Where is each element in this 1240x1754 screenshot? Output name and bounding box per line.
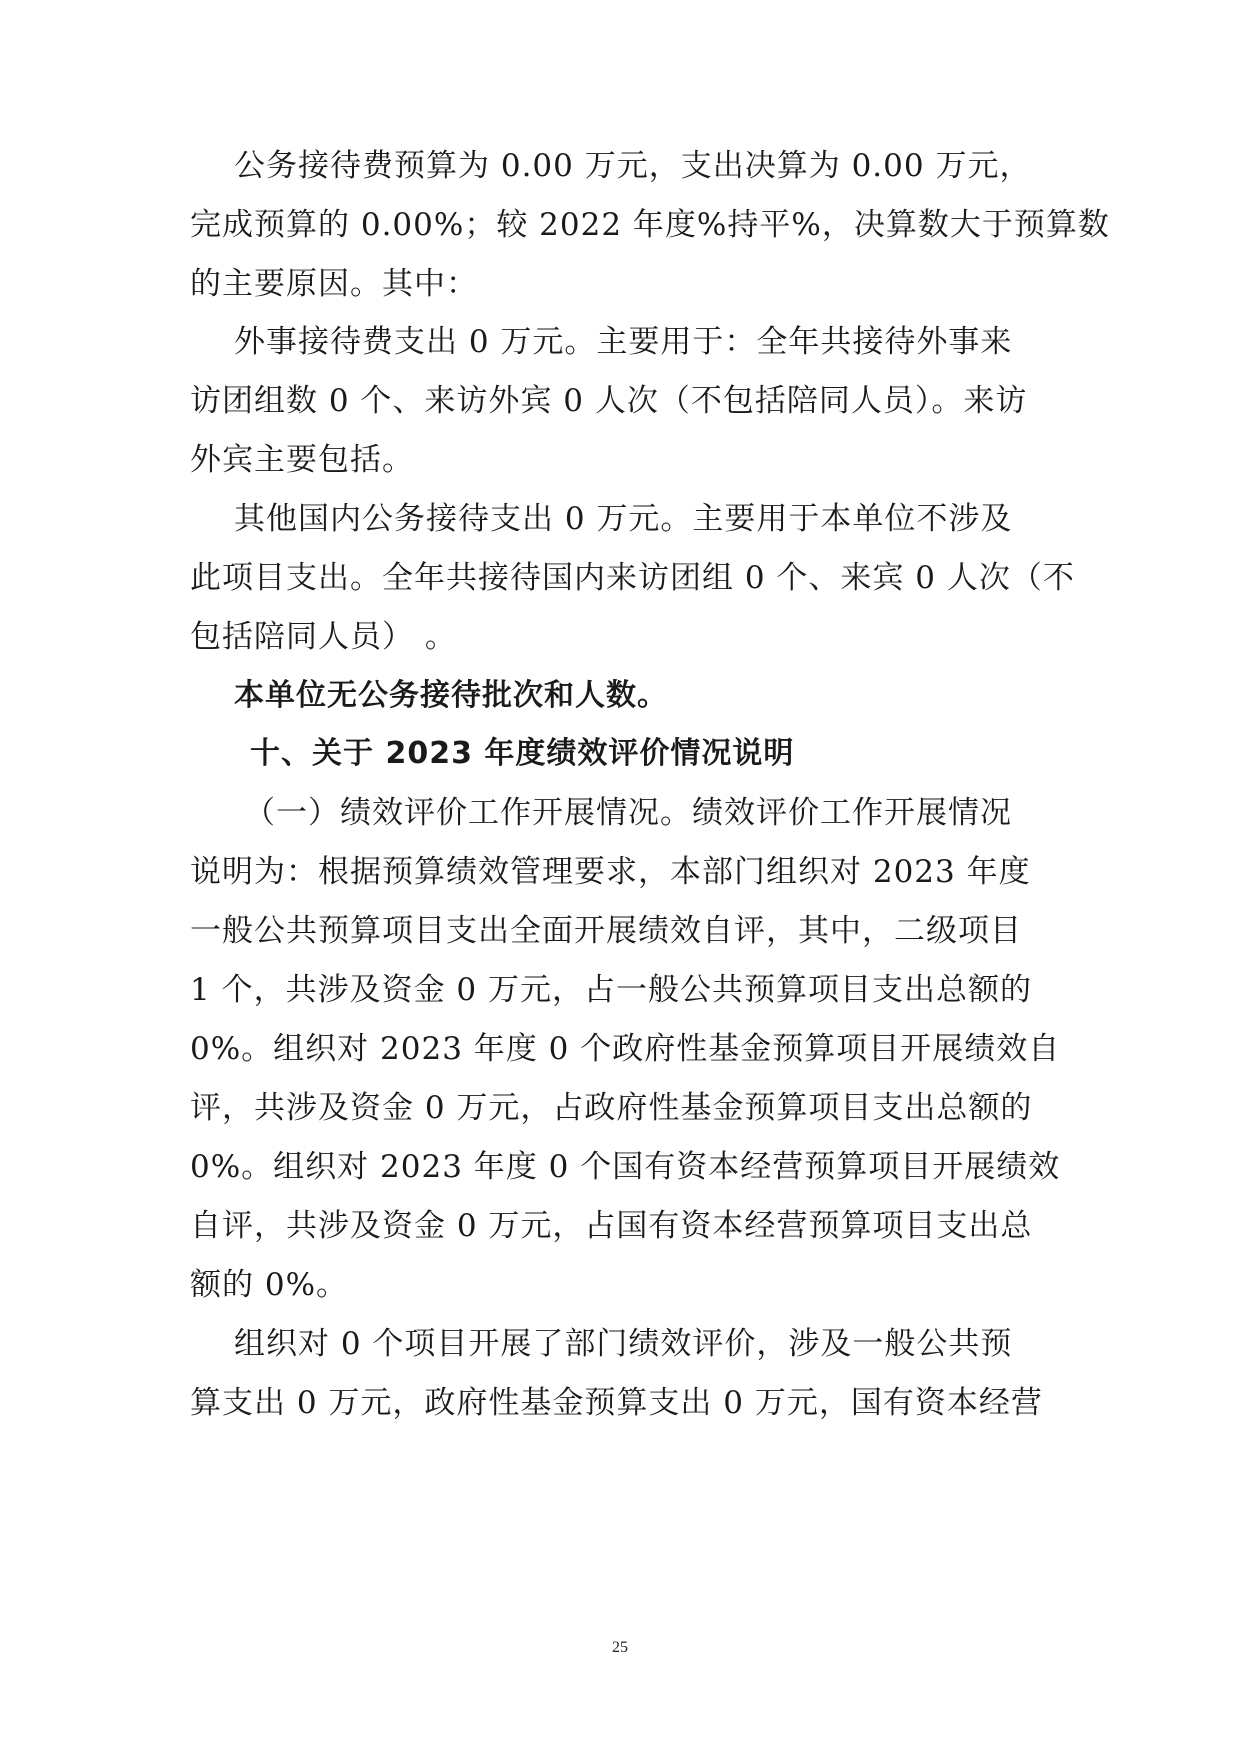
paragraph-evaluation-line-5: 0%。组织对 2023 年度 0 个政府性基金预算项目开展绩效自 (190, 1031, 1061, 1067)
paragraph-evaluation-line-4: 1 个，共涉及资金 0 万元，占一般公共预算项目支出总额的 (190, 972, 1033, 1008)
bold-statement: 本单位无公务接待批次和人数。 (234, 678, 668, 713)
paragraph-domestic-reception-line-2: 此项目支出。全年共接待国内来访团组 0 个、来宾 0 人次（不 (190, 560, 1075, 596)
paragraph-reception-budget-line-2: 完成预算的 0.00%；较 2022 年度%持平%，决算数大于预算数 (190, 207, 1110, 243)
paragraph-foreign-reception-line-3: 外宾主要包括。 (190, 442, 414, 478)
paragraph-foreign-reception-line-1: 外事接待费支出 0 万元。主要用于：全年共接待外事来 (234, 324, 1013, 360)
paragraph-reception-budget-line-1: 公务接待费预算为 0.00 万元，支出决算为 0.00 万元， (234, 148, 1032, 184)
paragraph-evaluation-line-7: 0%。组织对 2023 年度 0 个国有资本经营预算项目开展绩效 (190, 1149, 1061, 1185)
paragraph-evaluation-line-8: 自评，共涉及资金 0 万元，占国有资本经营预算项目支出总 (190, 1208, 1033, 1244)
paragraph-evaluation-line-1: （一）绩效评价工作开展情况。绩效评价工作开展情况 (244, 795, 1012, 831)
paragraph-evaluation-line-6: 评，共涉及资金 0 万元，占政府性基金预算项目支出总额的 (190, 1090, 1033, 1126)
paragraph-dept-evaluation-line-1: 组织对 0 个项目开展了部门绩效评价，涉及一般公共预 (234, 1326, 1013, 1362)
paragraph-evaluation-line-2: 说明为：根据预算绩效管理要求，本部门组织对 2023 年度 (190, 854, 1031, 890)
page-number: 25 (612, 1639, 628, 1656)
section-heading: 十、关于 2023 年度绩效评价情况说明 (250, 736, 795, 771)
paragraph-reception-budget-line-3: 的主要原因。其中： (190, 266, 478, 302)
paragraph-evaluation-line-9: 额的 0%。 (190, 1267, 349, 1303)
paragraph-domestic-reception-line-3: 包括陪同人员） 。 (190, 619, 457, 655)
paragraph-dept-evaluation-line-2: 算支出 0 万元，政府性基金预算支出 0 万元，国有资本经营 (190, 1385, 1043, 1421)
paragraph-evaluation-line-3: 一般公共预算项目支出全面开展绩效自评，其中，二级项目 (190, 913, 1022, 949)
paragraph-foreign-reception-line-2: 访团组数 0 个、来访外宾 0 人次（不包括陪同人员）。来访 (190, 383, 1028, 419)
paragraph-domestic-reception-line-1: 其他国内公务接待支出 0 万元。主要用于本单位不涉及 (234, 501, 1013, 537)
